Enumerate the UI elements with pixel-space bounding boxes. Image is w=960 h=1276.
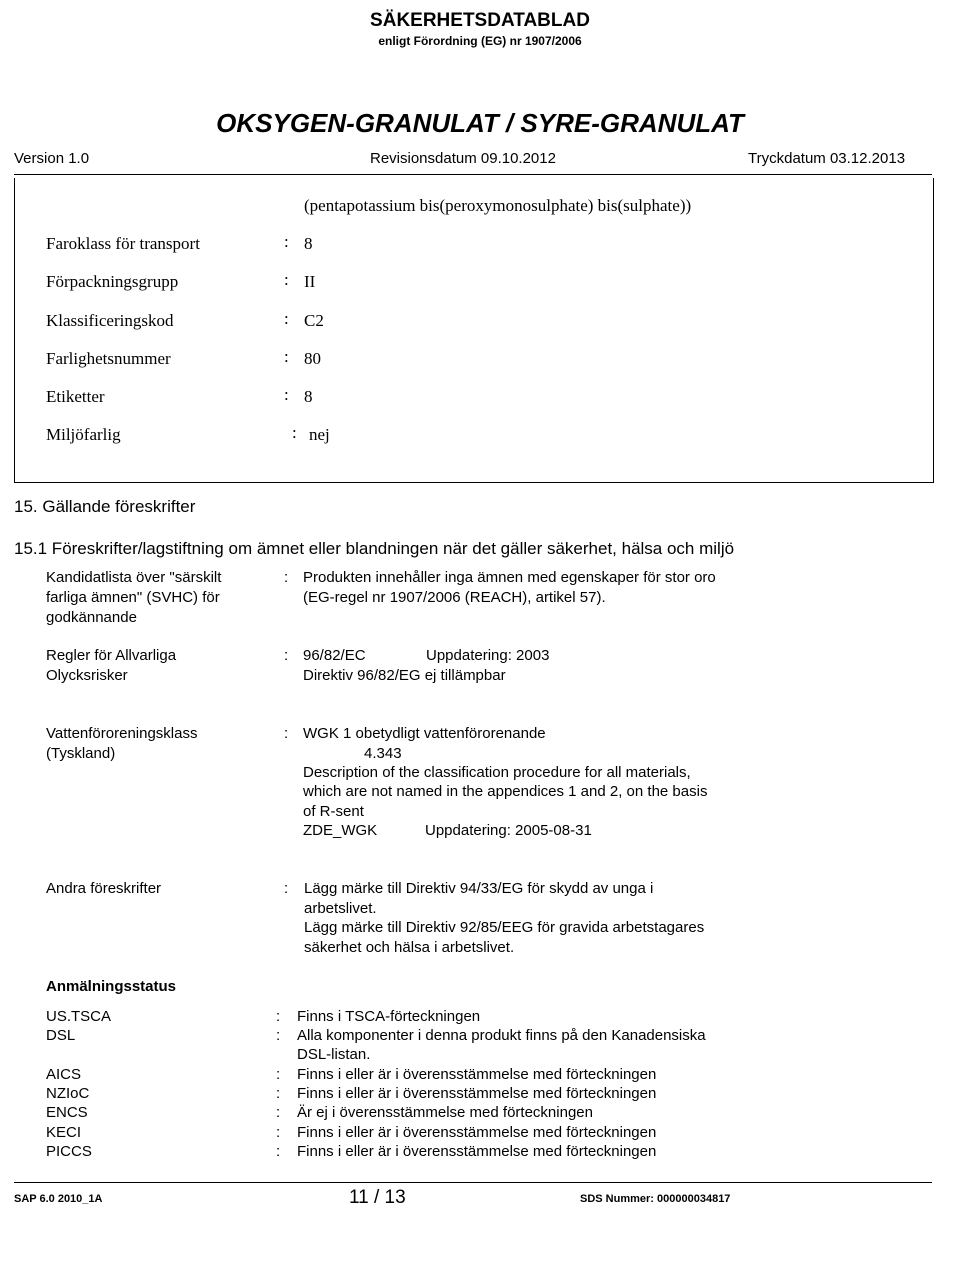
inventory-label: KECI [46, 1124, 82, 1141]
product-name: OKSYGEN-GRANULAT / SYRE-GRANULAT [216, 108, 744, 138]
seveso-label: Olycksrisker [46, 667, 128, 684]
colon: : [284, 725, 289, 742]
transport-label: Faroklass för transport [46, 234, 200, 253]
inventory-value: DSL-listan. [297, 1046, 371, 1063]
colon: : [276, 1143, 281, 1160]
colon: : [276, 1085, 281, 1102]
transport-value: nej [309, 425, 330, 444]
seveso-update: Uppdatering: 2003 [426, 647, 550, 664]
version-label: Version 1.0 [14, 150, 90, 167]
colon: : [276, 1027, 281, 1044]
wgk-update: Uppdatering: 2005-08-31 [425, 822, 592, 839]
section-15-1-heading: 15.1 Föreskrifter/lagstiftning om ämnet eller blandningen när det gäller säkerhet, hälsa och miljö [14, 539, 735, 558]
transport-label: Miljöfarlig [46, 425, 121, 444]
svhc-label: godkännande [46, 609, 137, 626]
transport-label: Etiketter [46, 387, 105, 406]
substance-name: (pentapotassium bis(peroxymonosulphate) bis(sulphate)) [304, 196, 692, 215]
colon: : [284, 385, 289, 404]
colon: : [284, 232, 289, 251]
revision-date: Revisionsdatum 09.10.2012 [370, 150, 556, 167]
inventory-value: Finns i eller är i överensstämmelse med förteckningen [297, 1085, 657, 1102]
inventory-value: Alla komponenter i denna produkt finns på den Kanadensiska [297, 1027, 706, 1044]
wgk-code: ZDE_WGK [303, 822, 378, 839]
colon: : [276, 1104, 281, 1121]
other-regulations-value: Lägg märke till Direktiv 94/33/EG för skydd av unga i [304, 880, 654, 897]
inventory-value: Är ej i överensstämmelse med förteckningen [297, 1104, 593, 1121]
transport-value: II [304, 272, 316, 291]
inventory-label: US.TSCA [46, 1008, 112, 1025]
other-regulations-value: Lägg märke till Direktiv 92/85/EEG för gravida arbetstagares [304, 919, 705, 936]
transport-value: 8 [304, 234, 313, 253]
notification-heading: Anmälningsstatus [46, 978, 177, 995]
colon: : [276, 1066, 281, 1083]
svhc-label: Kandidatlista över "särskilt [46, 569, 222, 586]
other-regulations-value: arbetslivet. [304, 900, 377, 917]
sds-number: SDS Nummer: 000000034817 [580, 1193, 731, 1205]
colon: : [284, 309, 289, 328]
colon: : [284, 347, 289, 366]
svhc-value: (EG-regel nr 1907/2006 (REACH), artikel 57). [303, 589, 606, 606]
wgk-class: WGK 1 obetydligt vattenförorenande [303, 725, 546, 742]
transport-label: Farlighetsnummer [46, 349, 171, 368]
wgk-label: (Tyskland) [46, 745, 116, 762]
inventory-label: NZIoC [46, 1085, 90, 1102]
seveso-directive: 96/82/EC [303, 647, 366, 664]
inventory-value: Finns i TSCA-förteckningen [297, 1008, 481, 1025]
colon: : [284, 270, 289, 289]
wgk-description: Description of the classification procedure for all materials, [303, 764, 691, 781]
wgk-description: of R-sent [303, 803, 364, 820]
inventory-label: PICCS [46, 1143, 92, 1160]
colon: : [284, 880, 289, 897]
footer-rule [14, 1182, 932, 1183]
inventory-label: DSL [46, 1027, 76, 1044]
colon: : [284, 569, 289, 586]
seveso-note: Direktiv 96/82/EG ej tillämpbar [303, 667, 506, 684]
wgk-number: 4.343 [364, 745, 402, 762]
wgk-description: which are not named in the appendices 1 and 2, on the basis [303, 783, 708, 800]
inventory-value: Finns i eller är i överensstämmelse med förteckningen [297, 1124, 657, 1141]
transport-value: 80 [304, 349, 321, 368]
colon: : [276, 1008, 281, 1025]
inventory-label: AICS [46, 1066, 82, 1083]
inventory-value: Finns i eller är i överensstämmelse med förteckningen [297, 1143, 657, 1160]
print-date: Tryckdatum 03.12.2013 [748, 150, 906, 167]
wgk-label: Vattenföroreningsklass [46, 725, 198, 742]
header-rule [14, 174, 932, 175]
other-regulations-value: säkerhet och hälsa i arbetslivet. [304, 939, 515, 956]
inventory-label: ENCS [46, 1104, 88, 1121]
page-number: 11 / 13 [349, 1187, 406, 1208]
transport-label: Klassificeringskod [46, 311, 174, 330]
colon: : [284, 647, 289, 664]
document-title: SÄKERHETSDATABLAD [370, 10, 590, 31]
colon: : [292, 423, 297, 442]
svhc-value: Produkten innehåller inga ämnen med egenskaper för stor oro [303, 569, 716, 586]
colon: : [276, 1124, 281, 1141]
document-subtitle: enligt Förordning (EG) nr 1907/2006 [378, 34, 582, 48]
transport-value: 8 [304, 387, 313, 406]
transport-label: Förpackningsgrupp [46, 272, 179, 291]
other-regulations-label: Andra föreskrifter [46, 880, 162, 897]
sap-version: SAP 6.0 2010_1A [14, 1193, 103, 1205]
seveso-label: Regler för Allvarliga [46, 647, 177, 664]
transport-value: C2 [304, 311, 324, 330]
section-15-heading: 15. Gällande föreskrifter [14, 497, 196, 516]
svhc-label: farliga ämnen" (SVHC) för [46, 589, 220, 606]
inventory-value: Finns i eller är i överensstämmelse med förteckningen [297, 1066, 657, 1083]
